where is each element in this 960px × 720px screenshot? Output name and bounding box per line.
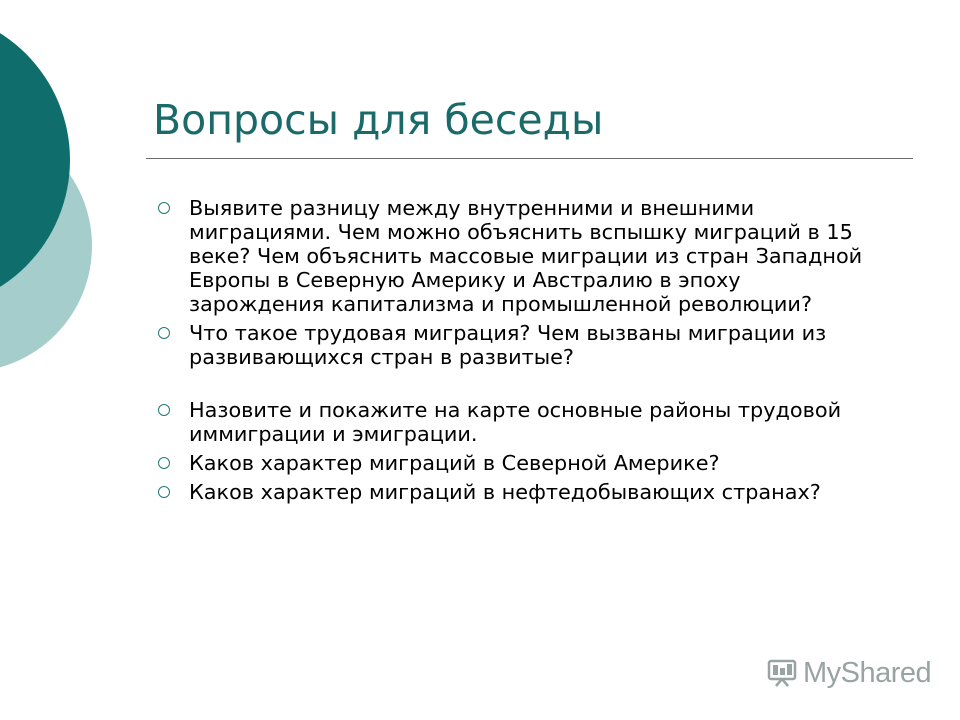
watermark-logo bbox=[767, 656, 931, 690]
slide-title: Вопросы для беседы bbox=[153, 96, 604, 144]
bullet-text: Что такое трудовая миграция? Чем вызваны миграции из развивающихся стран в развитые? bbox=[189, 321, 827, 369]
circle-outline-icon bbox=[158, 457, 170, 469]
bullet-text: Каков характер миграций в нефтедобывающих странах? bbox=[189, 480, 821, 504]
bullet-list bbox=[158, 196, 878, 509]
bullet-text: Каков характер миграций в Северной Америке? bbox=[189, 451, 720, 475]
bullet-text: Выявите разницу между внутренними и внешними миграциями. Чем можно объяснить вспышку миграций в 15 веке? Чем объяснить массовые миграции из стран Западной Европы в Северную Америку и Австралию в эпоху зарождения капитализма и промышленной революции? bbox=[189, 196, 863, 316]
bullet-item bbox=[158, 480, 878, 504]
circle-outline-icon bbox=[158, 202, 170, 214]
watermark-text: MyShared bbox=[803, 657, 932, 689]
bullet-item bbox=[158, 398, 878, 446]
bullet-item bbox=[158, 451, 878, 475]
presentation-board-icon bbox=[767, 659, 797, 687]
circle-outline-icon bbox=[158, 327, 170, 339]
circle-outline-icon bbox=[158, 486, 170, 498]
bullet-item bbox=[158, 321, 878, 369]
circle-outline-icon bbox=[158, 404, 170, 416]
bullet-item bbox=[158, 196, 878, 316]
bullet-text: Назовите и покажите на карте основные районы трудовой иммиграции и эмиграции. bbox=[189, 398, 842, 446]
title-divider bbox=[146, 158, 913, 159]
